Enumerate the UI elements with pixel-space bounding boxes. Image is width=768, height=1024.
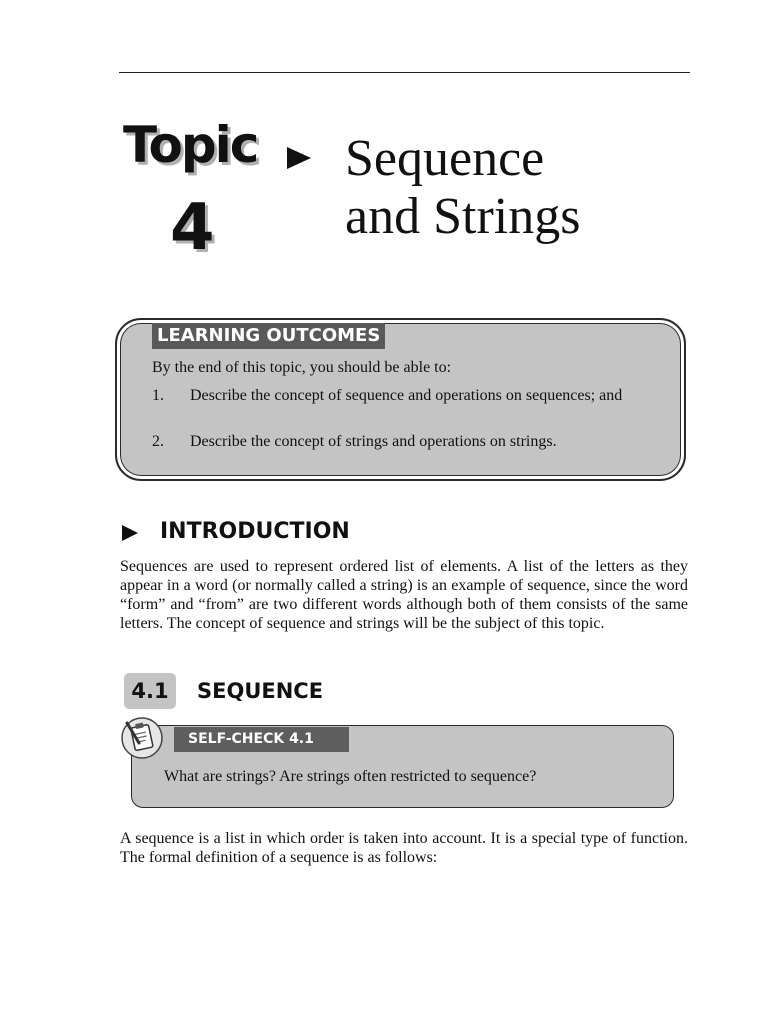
- topic-title-line1: Sequence: [345, 130, 545, 187]
- topic-word: Topic: [123, 116, 258, 174]
- topic-number: 4: [170, 191, 215, 265]
- outcome-number: 2.: [152, 433, 164, 450]
- outcome-number: 1.: [152, 387, 164, 404]
- section-number-badge: 4.1: [124, 673, 176, 709]
- learning-outcomes-label: LEARNING OUTCOMES: [152, 323, 385, 349]
- section-title: SEQUENCE: [197, 679, 324, 703]
- header-rule: [119, 72, 690, 73]
- self-check-label: SELF-CHECK 4.1: [174, 727, 349, 752]
- introduction-paragraph: Sequences are used to represent ordered list of elements. A list of the letters as they appear in a word (or normally called a string) is an example of sequence, since the word “form” and “from” are two different words although both of them consists of the same letters. The concept of sequence and strings will be the subject of this topic.: [120, 558, 688, 632]
- topic-title: [345, 130, 580, 246]
- topic-title-line2: and Strings: [345, 188, 581, 245]
- outcome-item: Describe the concept of sequence and operations on sequences; and: [190, 387, 623, 404]
- clipboard-pencil-icon: [118, 713, 168, 763]
- topic-arrow-icon: [287, 147, 311, 169]
- body-paragraph: A sequence is a list in which order is taken into account. It is a special type of function. The formal definition of a sequence is as follows:: [120, 830, 688, 866]
- self-check-question: What are strings? Are strings often restricted to sequence?: [164, 768, 537, 785]
- learning-outcomes-intro: By the end of this topic, you should be able to:: [152, 359, 452, 376]
- introduction-arrow-icon: [122, 525, 138, 541]
- introduction-heading: INTRODUCTION: [160, 519, 350, 544]
- outcome-item: Describe the concept of strings and operations on strings.: [190, 433, 557, 450]
